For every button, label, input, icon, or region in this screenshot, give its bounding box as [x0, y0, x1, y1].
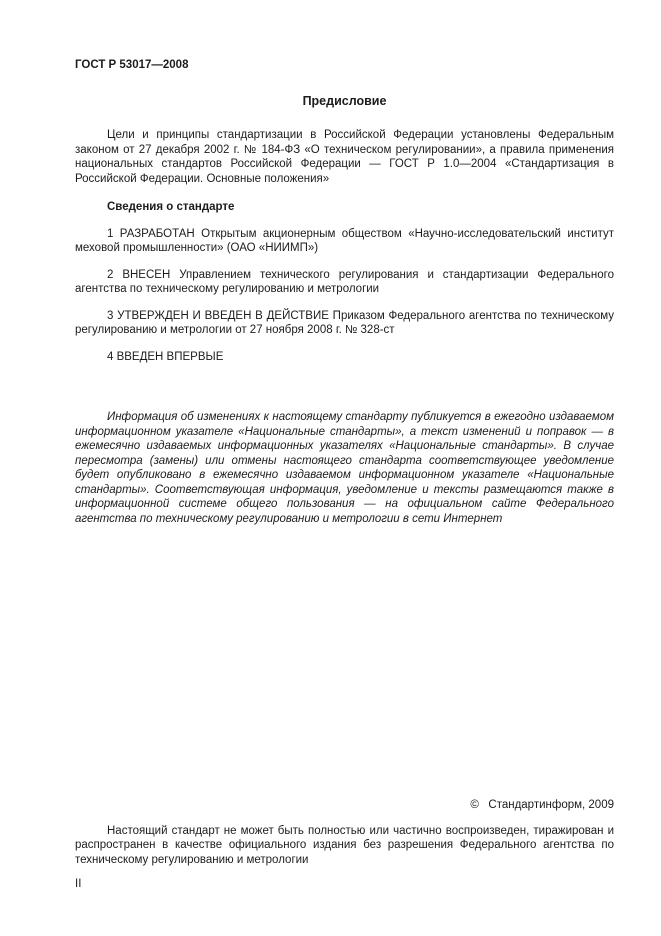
notice-paragraph: Информация об изменениях к настоящему стандарту публикуется в ежегодно издаваемом информационном указателе «Национальные стандарты», а текст изменений и поправок — в ежемесячно издаваемых информационных указателях «Национальные стандарты». В случае пересмотра (замены) или отмены настоящего стандарта соответствующее уведомление будет опубликовано в ежемесячно издаваемом информационном указателе «Национальные стандарты». Соответствующая информация, уведомление и тексты размещаются также в информационной системе общего пользования — на официальном сайте Федерального агентства по техническому регулированию и метрологии в сети Интернет — [75, 411, 614, 525]
doc-code: ГОСТ Р 53017—2008 — [75, 59, 189, 71]
standard-item-3: 3 УТВЕРЖДЕН И ВВЕДЕН В ДЕЙСТВИЕ Приказом Федерального агентства по техническому регулированию и метрологии от 27 ноября 2008 г. № 328-ст — [75, 309, 614, 336]
intro-paragraph: Цели и принципы стандартизации в Российской Федерации установлены Федеральным законом от 27 декабря 2002 г. № 184-ФЗ «О техническом регулировании», а правила применения национальных стандартов Российской Федерации — ГОСТ Р 1.0—2004 «Стандартизация в Российской Федерации. Основные положения» — [75, 129, 614, 185]
page-number: II — [75, 878, 82, 890]
page-content — [75, 58, 614, 526]
standard-item-1: 1 РАЗРАБОТАН Открытым акционерным обществом «Научно-исследовательский институт меховой промышленности» (ОАО «НИИМП») — [75, 227, 614, 254]
page-title: Предисловие — [302, 93, 387, 108]
footer-note: Настоящий стандарт не может быть полностью или частично воспроизведен, тиражирован и распространен в качестве официального издания без разрешения Федерального агентства по техническому регулированию и метрологии — [75, 824, 614, 866]
standard-item-2: 2 ВНЕСЕН Управлением технического регулирования и стандартизации Федерального агентства по техническому регулированию и метрологии — [75, 268, 614, 295]
section-heading: Сведения о стандарте — [107, 201, 235, 213]
page-footer — [75, 798, 614, 892]
standard-item-4: 4 ВВЕДЕН ВПЕРВЫЕ — [107, 350, 224, 363]
copyright-line: © Стандартинформ, 2009 — [470, 799, 614, 811]
